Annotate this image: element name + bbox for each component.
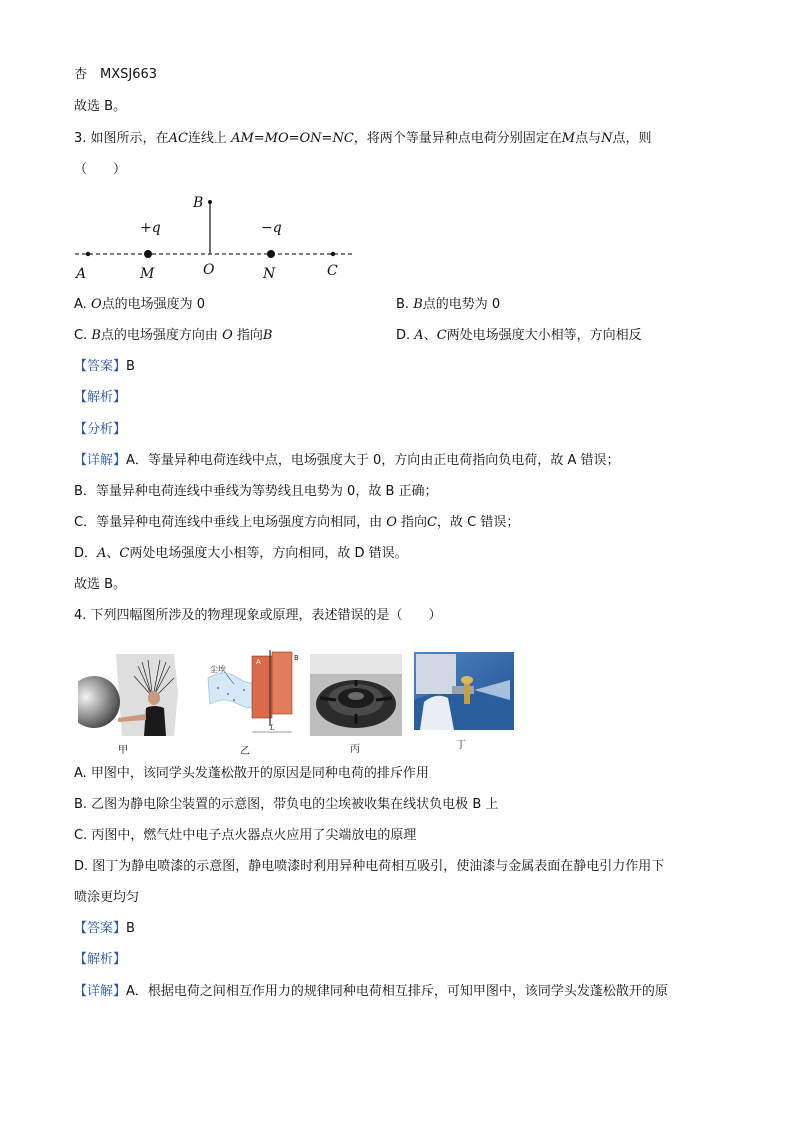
point-a	[86, 252, 90, 256]
label-minus-q: −q	[261, 220, 282, 236]
label-a: A	[76, 266, 87, 282]
svg-text:L: L	[270, 724, 275, 732]
q3-stem-e: 点，则	[612, 131, 652, 146]
q3-stem-d: 点与	[575, 131, 602, 146]
label-c: C	[327, 263, 338, 279]
q3-m: M	[561, 131, 576, 146]
q3-stem-c: ，将两个等量异种点电荷分别固定在	[353, 131, 562, 146]
q3-fenxi-tag: 【分析】	[74, 422, 127, 437]
svg-text:尘埃: 尘埃	[210, 665, 226, 674]
q4-option-c: C. 丙图中，燃气灶中电子点火器点火应用了尖端放电的原理	[74, 828, 417, 843]
photo-ding	[414, 652, 514, 730]
caption-ding: 丁	[456, 740, 466, 751]
q2-conclusion: 故选 B。	[74, 99, 127, 114]
q4-option-d-cont: 喷涂更均匀	[74, 890, 140, 905]
q3-option-a: A. O点的电场强度为 0	[74, 297, 206, 312]
label-o: O	[203, 262, 215, 278]
q3-option-b: B. B点的电势为 0	[396, 297, 501, 312]
q4-option-d: D. 图丁为静电喷漆的示意图，静电喷漆时利用异种电荷相互吸引，使油漆与金属表面在静电引力作用下	[74, 859, 665, 874]
q3-option-d: D. A、C两处电场强度大小相等，方向相反	[396, 328, 642, 343]
charge-minus	[267, 250, 275, 258]
svg-text:B: B	[294, 654, 299, 662]
label-plus-q: +q	[140, 220, 161, 236]
q3-stem-a: 如图所示，在	[90, 131, 169, 146]
q3-ac: AC	[168, 131, 188, 146]
caption-jia: 甲	[118, 745, 128, 756]
caption-yi: 乙	[240, 746, 250, 757]
q4-stem: 4. 下列四幅图所涉及的物理现象或原理，表述错误的是（ ）	[74, 608, 442, 623]
q3-n: N	[601, 131, 613, 146]
q3-paren: （ ）	[74, 162, 127, 177]
charge-plus	[144, 250, 152, 258]
q3-detail-4: D．A、C两处电场强度大小相等，方向相同，故 D 错误。	[74, 546, 408, 561]
q4-option-a: A. 甲图中，该同学头发蓬松散开的原因是同种电荷的排斥作用	[74, 766, 429, 781]
q3-equation: AM=MO=ON=NC	[231, 131, 354, 146]
header-text: 杏 MXSJ663	[74, 67, 158, 82]
q3-number: 3.	[74, 131, 87, 146]
q4-detail-1: 【详解】A．根据电荷之间相互作用力的规律同种电荷相互排斥，可知甲图中，该同学头发蓬松散开的原	[74, 984, 668, 999]
label-b: B	[193, 195, 204, 211]
q3-stem	[74, 130, 652, 148]
caption-bing: 丙	[350, 744, 360, 755]
q3-answer: 【答案】B	[74, 359, 135, 374]
q3-detail-1: 【详解】A．等量异种电荷连线中点，电场强度大于 0，方向由正电荷指向负电荷，故 A 错误；	[74, 453, 620, 468]
q3-detail-3: C．等量异种电荷连线中垂线上电场强度方向相同，由 O 指向C，故 C 错误；	[74, 515, 520, 530]
point-c	[331, 252, 335, 256]
q3-conclusion: 故选 B。	[74, 577, 127, 592]
svg-text:A: A	[256, 658, 261, 666]
q3-analysis-tag: 【解析】	[74, 390, 127, 405]
photo-jia	[78, 652, 178, 736]
q4-answer: 【答案】B	[74, 921, 135, 936]
point-b	[208, 200, 212, 204]
photo-bing	[310, 654, 402, 736]
label-n: N	[263, 266, 276, 282]
q3-option-c: C. B点的电场强度方向由 O 指向B	[74, 328, 273, 343]
q3-figure	[70, 190, 360, 285]
label-m: M	[140, 266, 155, 282]
q3-stem-b: 连线上	[187, 131, 227, 146]
q4-option-b: B. 乙图为静电除尘装置的示意图，带负电的尘埃被收集在线状负电极 B 上	[74, 797, 499, 812]
q3-detail-2: B．等量异种电荷连线中垂线为等势线且电势为 0，故 B 正确；	[74, 484, 438, 499]
photo-yi	[204, 648, 308, 740]
q4-analysis-tag: 【解析】	[74, 952, 127, 967]
